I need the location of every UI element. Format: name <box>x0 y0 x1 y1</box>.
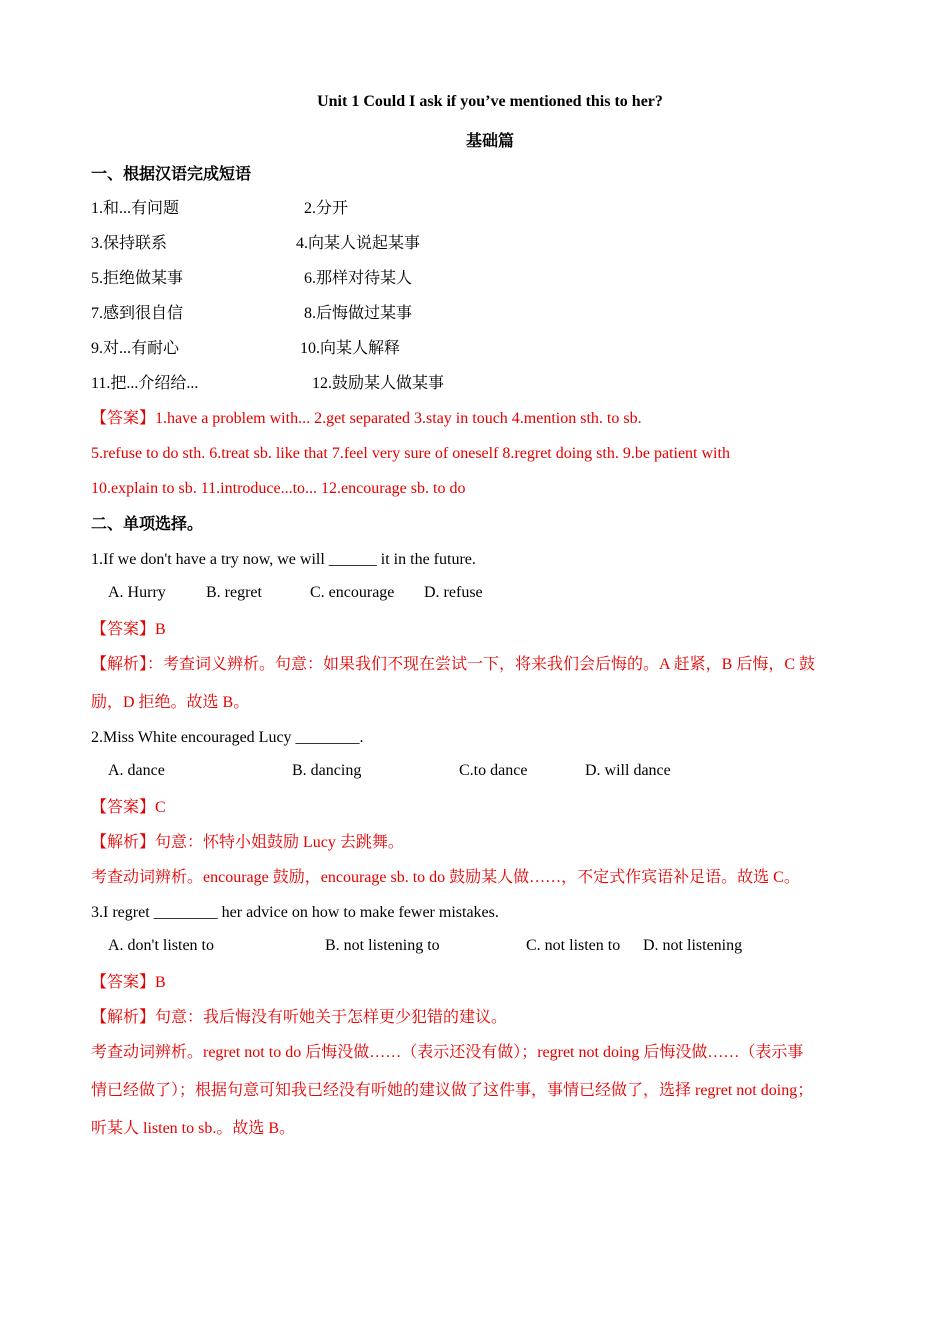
page-title: Unit 1 Could I ask if you’ve mentioned this to her? <box>317 93 663 110</box>
question-3-option-a: A. don't listen to <box>108 937 214 954</box>
section1-answer-line: 【答案】1.have a problem with... 2.get separated 3.stay in touch 4.mention sth. to sb. <box>91 410 642 427</box>
phrase-item: 7.感到很自信 <box>91 305 184 322</box>
question-1-stem: 1.If we don't have a try now, we will ______ it in the future. <box>91 551 476 568</box>
phrase-item: 6.那样对待某人 <box>304 270 413 287</box>
phrase-item: 12.鼓励某人做某事 <box>312 375 445 392</box>
question-3-answer: 【答案】B <box>91 974 166 991</box>
question-2-answer: 【答案】C <box>91 799 166 816</box>
section2-heading: 二、单项选择。 <box>91 514 204 533</box>
question-3-analysis: 【解析】句意：我后悔没有听她关于怎样更少犯错的建议。 <box>91 1009 508 1026</box>
question-2-option-c: C.to dance <box>459 762 528 779</box>
question-1-answer: 【答案】B <box>91 621 166 638</box>
phrase-item: 1.和...有问题 <box>91 200 180 217</box>
phrase-item: 3.保持联系 <box>91 235 168 252</box>
question-2-analysis: 【解析】句意：怀特小姐鼓励 Lucy 去跳舞。 <box>91 834 404 851</box>
question-3-analysis: 听某人 listen to sb.。故选 B。 <box>91 1120 296 1137</box>
question-2-option-d: D. will dance <box>585 762 671 779</box>
section1-heading: 一、根据汉语完成短语 <box>91 164 252 183</box>
section1-answer-line: 10.explain to sb. 11.introduce...to... 12.encourage sb. to do <box>91 480 466 497</box>
phrase-item: 2.分开 <box>304 200 349 217</box>
question-2-analysis: 考查动词辨析。encourage 鼓励，encourage sb. to do 鼓励某人做……，不定式作宾语补足语。故选 C。 <box>91 869 800 886</box>
phrase-item: 8.后悔做过某事 <box>304 305 413 322</box>
question-1-option-c: C. encourage <box>310 584 395 601</box>
phrase-item: 10.向某人解释 <box>300 340 401 357</box>
question-1-analysis: 【解析】：考查词义辨析。句意：如果我们不现在尝试一下，将来我们会后悔的。A 赶紧，B 后悔，C 鼓 <box>91 656 816 673</box>
question-2-option-a: A. dance <box>108 762 165 779</box>
question-1-option-d: D. refuse <box>424 584 483 601</box>
question-2-option-b: B. dancing <box>292 762 362 779</box>
question-1-option-a: A. Hurry <box>108 584 166 601</box>
phrase-item: 11.把...介绍给... <box>91 375 199 392</box>
question-3-option-c: C. not listen to <box>526 937 621 954</box>
question-1-analysis: 励，D 拒绝。故选 B。 <box>91 694 250 711</box>
question-3-option-b: B. not listening to <box>325 937 440 954</box>
phrase-item: 5.拒绝做某事 <box>91 270 184 287</box>
question-3-analysis: 情已经做了）；根据句意可知我已经没有听她的建议做了这件事，事情已经做了，选择 regret not doing； <box>91 1082 814 1099</box>
page-subtitle: 基础篇 <box>465 131 514 150</box>
section1-answer-line: 5.refuse to do sth. 6.treat sb. like that 7.feel very sure of oneself 8.regret doing sth. 9.be patient with <box>91 445 730 462</box>
question-1-option-b: B. regret <box>206 584 262 601</box>
phrase-item: 9.对...有耐心 <box>91 340 180 357</box>
question-3-analysis: 考查动词辨析。regret not to do 后悔没做……（表示还没有做）；regret not doing 后悔没做……（表示事 <box>91 1044 804 1061</box>
question-3-stem: 3.I regret ________ her advice on how to make fewer mistakes. <box>91 904 499 921</box>
question-3-option-d: D. not listening <box>643 937 743 954</box>
phrase-item: 4.向某人说起某事 <box>296 235 421 252</box>
question-2-stem: 2.Miss White encouraged Lucy ________. <box>91 729 364 746</box>
